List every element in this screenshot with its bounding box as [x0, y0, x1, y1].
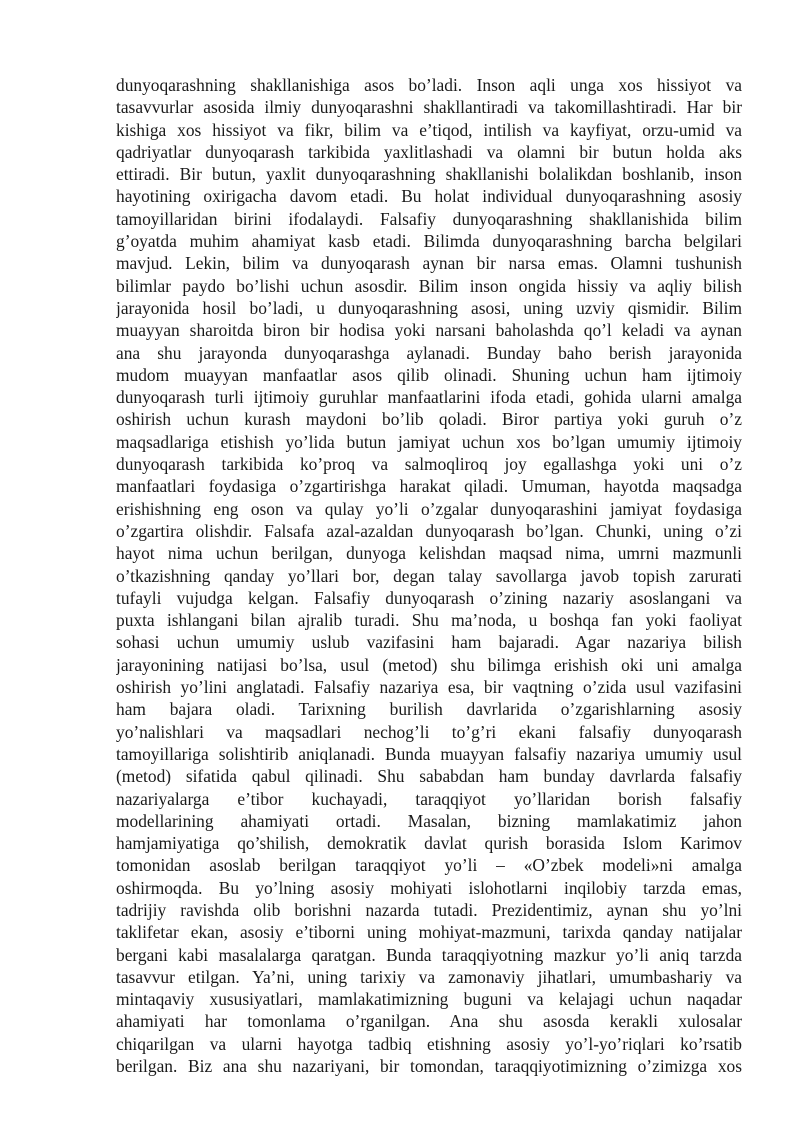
text-line: mudom muayyan manfaatlar asos qilib olinadi. Shuning uchun ham ijtimoiy: [116, 364, 742, 385]
text-line: ana shu jarayonda dunyoqarashga aylanadi. Bunday baho berish jarayonida: [116, 342, 742, 363]
text-line: o’zgartira olishdir. Falsafa azal-azaldan dunyoqarash bo’lgan. Chunki, uning o’zi: [116, 520, 742, 541]
text-line: bilimlar paydo bo’lishi uchun asosdir. Bilim inson ongida hissiy va aqliy bilish: [116, 275, 742, 296]
text-line: jarayonining natijasi bo’lsa, usul (metod) shu bilimga erishish oki uni amalga: [116, 654, 742, 675]
text-line: g’oyatda muhim ahamiyat kasb etadi. Bilimda dunyoqarashning barcha belgilari: [116, 231, 742, 252]
text-line: oshirish yo’lini anglatadi. Falsafiy nazariya esa, bir vaqtning o’zida usul vazifasini: [116, 677, 742, 698]
text-line: tasavvur etilgan. Ya’ni, uning tarixiy va zamonaviy jihatlari, umumbashariy va: [116, 966, 742, 987]
text-line: chiqarilgan va ularni hayotga tadbiq etishning asosiy yo’l-yo’riqlari ko’rsatib: [116, 1033, 742, 1054]
text-line: dunyoqarash turli ijtimoiy guruhlar manfaatlarini ifoda etadi, gohida ularni amalga: [116, 387, 742, 408]
text-line: taklifetar ekan, asosiy e’tiborni uning mohiyat-mazmuni, tarixda qanday natijalar: [116, 922, 742, 943]
text-line: puxta ishlangani bilan ajralib turadi. Shu ma’noda, u boshqa fan yoki faoliyat: [116, 610, 742, 631]
text-line: modellarining ahamiyati ortadi. Masalan, bizning mamlakatimiz jahon: [116, 810, 742, 831]
text-line: erishishning eng oson va qulay yo’li o’zgalar dunyoqarashini jamiyat foydasiga: [116, 498, 742, 519]
text-line: tamoyillaridan birini ifodalaydi. Falsafiy dunyoqarashning shakllanishida bilim: [116, 208, 742, 229]
text-line: (metod) sifatida qabul qilinadi. Shu sababdan ham bunday davrlarda falsafiy: [116, 766, 742, 787]
text-line: oshirmoqda. Bu yo’lning asosiy mohiyati islohotlarni inqilobiy tarzda emas,: [116, 877, 742, 898]
text-line: hamjamiyatiga qo’shilish, demokratik davlat qurish borasida Islom Karimov: [116, 833, 742, 854]
text-line: qadriyatlar dunyoqarash tarkibida yaxlitlashadi va olamni bir butun holda aks: [116, 141, 742, 162]
text-line: mavjud. Lekin, bilim va dunyoqarash aynan bir narsa emas. Olamni tushunish: [116, 253, 742, 274]
text-line: yo’nalishlari va maqsadlari nechog’li to’g’ri ekani falsafiy dunyoqarash: [116, 721, 742, 742]
text-line: dunyoqarashning shakllanishiga asos bo’ladi. Inson aqli unga xos hissiyot va: [116, 75, 742, 95]
text-line: kishiga xos hissiyot va fikr, bilim va e’tiqod, intilish va kayfiyat, orzu-umid va: [116, 119, 742, 140]
text-line: manfaatlari foydasiga o’zgartirishga harakat qiladi. Umuman, hayotda maqsadga: [116, 476, 742, 497]
text-line: ahamiyati har tomonlama o’rganilgan. Ana shu asosda kerakli xulosalar: [116, 1011, 742, 1032]
text-line: ham bajara oladi. Tarixning burilish davrlarida o’zgarishlarning asosiy: [116, 699, 742, 720]
text-line: o’tkazishning qanday yo’llari bor, degan talay savollarga javob topish zarurati: [116, 565, 742, 586]
text-line: maqsadlariga etishish yo’lida butun jamiyat uchun xos bo’lgan umumiy ijtimoiy: [116, 431, 742, 452]
text-line: ettiradi. Bir butun, yaxlit dunyoqarashning shakllanishi bolalikdan boshlanib, inson: [116, 164, 742, 185]
text-line: bergani kabi masalalarga qaratgan. Bunda taraqqiyotning mazkur yo’li aniq tarzda: [116, 944, 742, 965]
body-text: [116, 74, 742, 1077]
text-line: oshirish uchun kurash maydoni bo’lib qoladi. Biror partiya yoki guruh o’z: [116, 409, 742, 430]
text-line: sohasi uchun umumiy uslub vazifasini ham bajaradi. Agar nazariya bilish: [116, 632, 742, 653]
document-page: [116, 74, 742, 1077]
text-line: hayotining oxirigacha davom etadi. Bu holat individual dunyoqarashning asosiy: [116, 186, 742, 207]
text-line: hayot nima uchun berilgan, dunyoga kelishdan maqsad nima, umrni mazmunli: [116, 543, 742, 564]
text-line: muayyan sharoitda biron bir hodisa yoki narsani baholashda qo’l keladi va aynan: [116, 320, 742, 341]
text-line: mintaqaviy xususiyatlari, mamlakatimizning buguni va kelajagi uchun naqadar: [116, 989, 742, 1010]
text-line: tasavvurlar asosida ilmiy dunyoqarashni shakllantiradi va takomillashtiradi. Har bir: [116, 97, 742, 118]
text-line: berilgan. Biz ana shu nazariyani, bir tomondan, taraqqiyotimizning o’zimizga xos: [116, 1056, 742, 1077]
text-line: tamoyillariga solishtirib aniqlanadi. Bunda muayyan falsafiy nazariya umumiy usul: [116, 743, 742, 764]
text-line: tomonidan asoslab berilgan taraqqiyot yo’li – «O’zbek modeli»ni amalga: [116, 855, 742, 876]
text-line: tufayli vujudga kelgan. Falsafiy dunyoqarash o’zining nazariy asoslangani va: [116, 587, 742, 608]
text-line: tadrijiy ravishda olib borishni nazarda tutadi. Prezidentimiz, aynan shu yo’lni: [116, 899, 742, 920]
text-line: dunyoqarash tarkibida ko’proq va salmoqliroq joy egallashga yoki uni o’z: [116, 454, 742, 475]
text-line: nazariyalarga e’tibor kuchayadi, taraqqiyot yo’llaridan borish falsafiy: [116, 788, 742, 809]
text-line: jarayonida hosil bo’ladi, u dunyoqarashning asosi, uning uzviy qismidir. Bilim: [116, 297, 742, 318]
